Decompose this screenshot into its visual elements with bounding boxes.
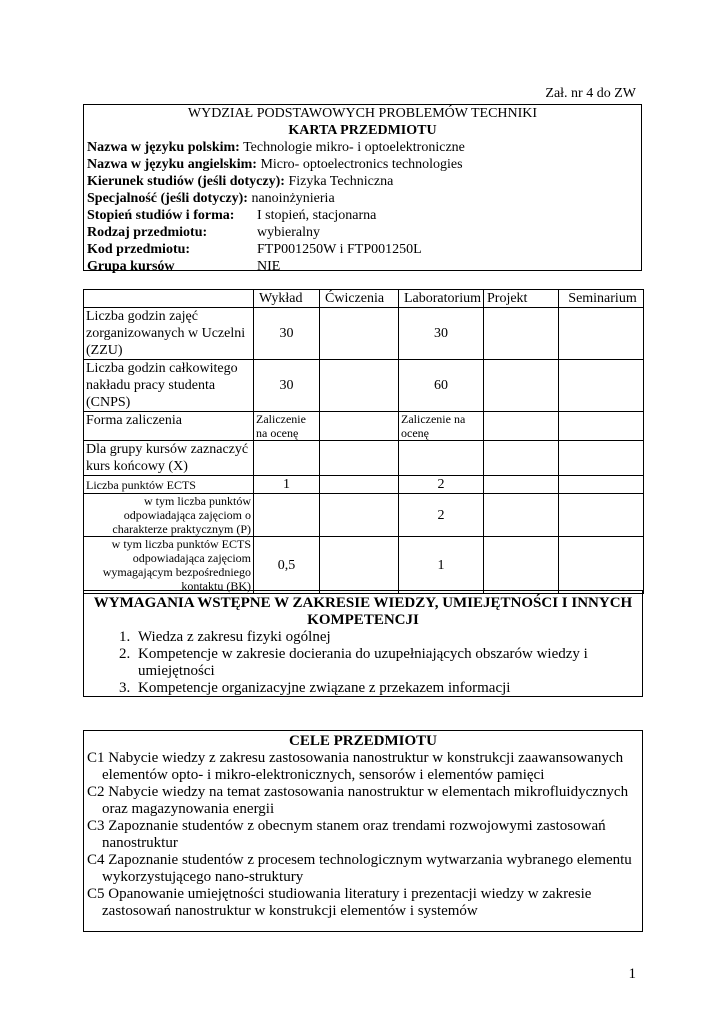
name-en-value: Micro- optoelectronics technologies	[260, 157, 463, 172]
cell	[484, 494, 559, 537]
page-number: 1	[628, 966, 636, 982]
cell	[320, 476, 399, 494]
cell: 60	[399, 360, 484, 412]
row-label: Liczba godzin całkowitego nakładu pracy studenta (CNPS)	[84, 360, 254, 412]
cell: 0,5	[254, 537, 320, 594]
field-label: Kierunek studiów (jeśli dotyczy):	[87, 174, 285, 189]
annex-label: Zał. nr 4 do ZW	[545, 86, 636, 101]
code-value: FTP001250W i FTP001250L	[257, 242, 422, 257]
cell	[484, 537, 559, 594]
cell	[559, 412, 644, 441]
table-row	[84, 308, 644, 360]
list-item: 2. Kompetencje w zakresie docierania do uzupełniających obszarów wiedzy i umiejętności	[134, 646, 642, 680]
spec-row	[84, 190, 641, 207]
goal-item	[84, 784, 642, 818]
goal-item	[84, 886, 642, 920]
goals-title: CELE PRZEDMIOTU	[289, 733, 437, 749]
table-row	[84, 412, 644, 441]
col-header: Laboratorium	[399, 290, 484, 308]
cell	[254, 441, 320, 476]
goal-line: C4 Zapoznanie studentów z procesem technologicznym wytwarzania wybranego elementu	[87, 852, 632, 868]
name-en-label: Nazwa w języku angielskim:	[87, 157, 257, 172]
course-header	[83, 104, 642, 274]
row-label: Dla grupy kursów zaznaczyć kurs końcowy (X)	[84, 441, 254, 476]
hours-table	[83, 289, 644, 594]
cell: 1	[254, 476, 320, 494]
type-label: Rodzaj przedmiotu:	[87, 225, 208, 240]
requirements-box	[83, 590, 643, 697]
goal-line: C2 Nabycie wiedzy na temat zastosowania nanostruktur w elementach mikrofluidycznych	[87, 784, 629, 800]
card-title: KARTA PRZEDMIOTU	[288, 123, 437, 138]
field-row	[84, 173, 641, 190]
cell: 30	[254, 360, 320, 412]
cell	[320, 360, 399, 412]
goal-line: elementów opto- i mikro-elektronicznych, sensorów i elementów pamięci	[102, 767, 545, 783]
cell	[399, 441, 484, 476]
cell	[559, 360, 644, 412]
cell: 30	[399, 308, 484, 360]
level-row	[84, 207, 641, 224]
code-row	[84, 241, 641, 258]
cell: 2	[399, 476, 484, 494]
cell	[320, 412, 399, 441]
col-header: Projekt	[484, 290, 559, 308]
row-label: Liczba godzin zajęć zorganizowanych w Uczelni (ZZU)	[84, 308, 254, 360]
spec-label: Specjalność (jeśli dotyczy):	[87, 191, 248, 206]
col-header: Wykład	[254, 290, 320, 308]
level-label: Stopień studiów i forma:	[87, 208, 235, 223]
cell	[559, 441, 644, 476]
cell: Zaliczenie na ocenę	[254, 412, 320, 441]
table-row	[84, 537, 644, 594]
cell	[320, 494, 399, 537]
level-value: I stopień, stacjonarna	[257, 208, 377, 223]
list-item: 1. Wiedza z zakresu fizyki ogólnej	[134, 629, 642, 646]
name-pl-value: Technologie mikro- i optoelektroniczne	[243, 140, 465, 155]
cell	[559, 494, 644, 537]
cell	[484, 476, 559, 494]
cell	[320, 537, 399, 594]
table-row	[84, 441, 644, 476]
cell: Zaliczenie na ocenę	[399, 412, 484, 441]
name-en-row	[84, 156, 641, 173]
goal-line: wykorzystującego nano-struktury	[102, 869, 304, 885]
cell	[484, 308, 559, 360]
field-value: Fizyka Techniczna	[288, 174, 394, 189]
cell	[254, 494, 320, 537]
goals-box	[83, 730, 643, 932]
cell	[559, 308, 644, 360]
type-row	[84, 224, 641, 241]
goal-line: C5 Opanowanie umiejętności studiowania literatury i prezentacji wiedzy w zakresie	[87, 886, 592, 902]
corner-cell	[84, 290, 254, 308]
requirements-list	[84, 629, 642, 697]
cell	[484, 360, 559, 412]
row-label: w tym liczba punktów ECTS odpowiadająca zajęciom wymagającym bezpośredniego kontaktu (BK)	[84, 537, 254, 594]
spec-value: nanoinżynieria	[251, 191, 335, 206]
goal-line: C1 Nabycie wiedzy z zakresu zastosowania nanostruktur w konstrukcji zaawansowanych	[87, 750, 624, 766]
table-row	[84, 476, 644, 494]
group-value: NIE	[257, 259, 281, 274]
code-label: Kod przedmiotu:	[87, 242, 191, 257]
cell	[320, 441, 399, 476]
cell: 1	[399, 537, 484, 594]
goal-item	[84, 818, 642, 852]
list-item: 3. Kompetencje organizacyjne związane z przekazem informacji	[134, 680, 642, 697]
type-value: wybieralny	[257, 225, 320, 240]
goal-line: C3 Zapoznanie studentów z obecnym stanem oraz trendami rozwojowymi zastosowań	[87, 818, 606, 834]
cell	[484, 412, 559, 441]
table-row	[84, 494, 644, 537]
group-label: Grupa kursów	[87, 259, 175, 274]
cell: 30	[254, 308, 320, 360]
cell	[559, 537, 644, 594]
row-label: Liczba punktów ECTS	[84, 476, 254, 494]
group-row	[84, 258, 641, 275]
cell	[484, 441, 559, 476]
row-label: Forma zaliczenia	[84, 412, 254, 441]
name-pl-row	[84, 139, 641, 156]
goal-item	[84, 750, 642, 784]
cell	[320, 308, 399, 360]
goal-line: oraz magazynowania energii	[102, 801, 275, 817]
table-row	[84, 360, 644, 412]
requirements-title: WYMAGANIA WSTĘPNE W ZAKRESIE WIEDZY, UMIEJĘTNOŚCI I INNYCH KOMPETENCJI	[93, 595, 633, 628]
faculty-name: WYDZIAŁ PODSTAWOWYCH PROBLEMÓW TECHNIKI	[187, 106, 538, 121]
col-header: Ćwiczenia	[320, 290, 399, 308]
col-header: Seminarium	[559, 290, 644, 308]
goal-line: zastosowań nanostruktur w konstrukcji elementów i systemów	[102, 903, 478, 919]
cell: 2	[399, 494, 484, 537]
cell	[559, 476, 644, 494]
goal-item	[84, 852, 642, 886]
goal-line: nanostruktur	[102, 835, 178, 851]
row-label: w tym liczba punktów odpowiadająca zajęciom o charakterze praktycznym (P)	[84, 494, 254, 537]
hours-header-row	[84, 290, 644, 308]
name-pl-label: Nazwa w języku polskim:	[87, 140, 240, 155]
